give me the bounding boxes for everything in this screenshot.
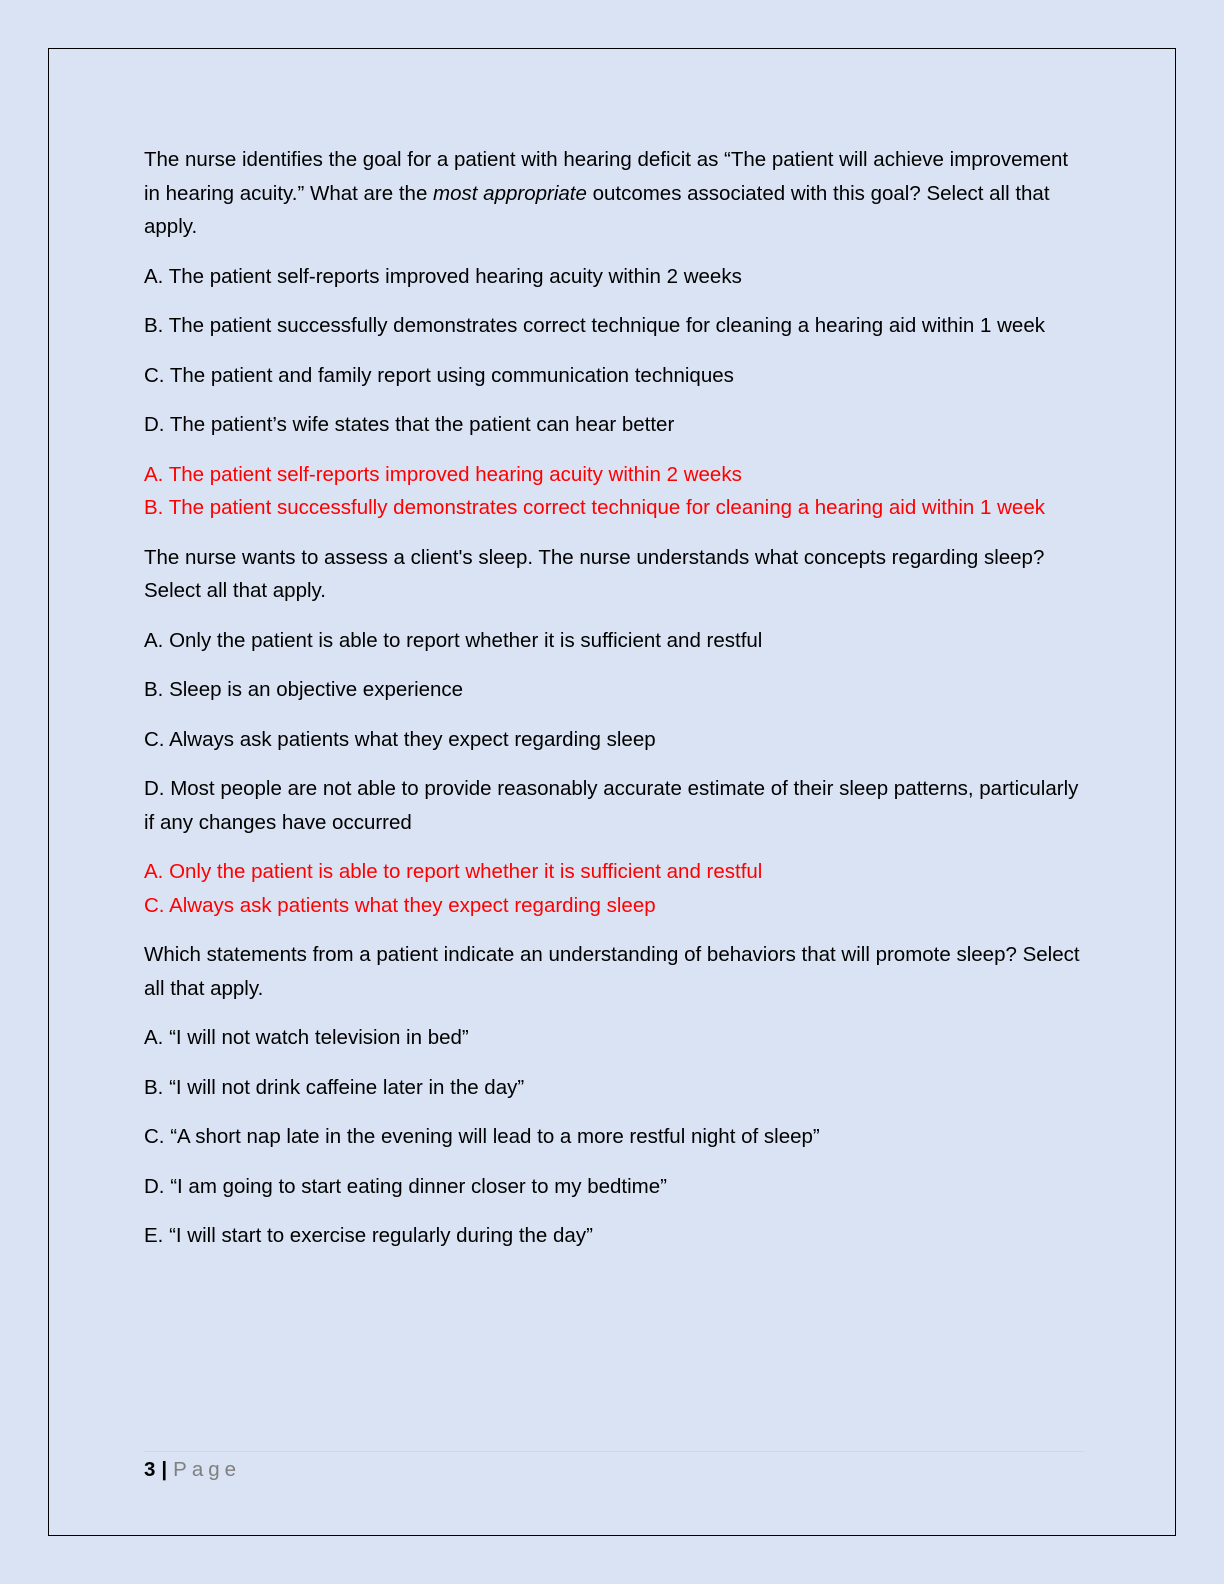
- question-1-stem-text: The nurse identifies the goal for a patient with hearing deficit as “The patient will achieve improvement in hearing acuity.” What are the: [144, 148, 1069, 205]
- question-2-option-c: C. Always ask patients what they expect regarding sleep: [144, 727, 656, 751]
- question-2-option-b: B. Sleep is an objective experience: [144, 678, 464, 701]
- question-3-stem: Which statements from a patient indicate an understanding of behaviors that will promote sleep? Select all that apply.: [144, 943, 1080, 1000]
- question-1-stem-text-end: outcomes associated with this goal? Select all that apply.: [144, 181, 1050, 238]
- question-1-option-c: C. The patient and family report using communication techniques: [144, 363, 734, 387]
- page-label: Page: [173, 1458, 242, 1481]
- question-1-stem-emphasis: most appropriate: [433, 181, 587, 205]
- question-2-option-a: A. Only the patient is able to report whether it is sufficient and restful: [144, 628, 763, 652]
- question-1-answer-a: A. The patient self-reports improved hearing acuity within 2 weeks: [144, 462, 742, 486]
- question-3-option-b: B. “I will not drink caffeine later in the day”: [144, 1075, 525, 1099]
- question-3-option-d: D. “I am going to start eating dinner closer to my bedtime”: [144, 1174, 667, 1198]
- page-footer: [144, 1455, 241, 1485]
- question-2-option-d: D. Most people are not able to provide reasonably accurate estimate of their sleep patterns, particularly if any changes have occurred: [144, 777, 1079, 834]
- question-3-option-e: E. “I will start to exercise regularly during the day”: [144, 1224, 593, 1247]
- question-1-option-a: A. The patient self-reports improved hearing acuity within 2 weeks: [144, 264, 742, 288]
- question-1-option-d: D. The patient’s wife states that the patient can hear better: [144, 413, 675, 436]
- document-body: [144, 143, 1080, 1269]
- question-3-option-a: A. “I will not watch television in bed”: [144, 1026, 469, 1049]
- footer-divider: [144, 1451, 1084, 1452]
- page-number: 3: [144, 1458, 156, 1481]
- question-3-option-c: C. “A short nap late in the evening will lead to a more restful night of sleep”: [144, 1125, 820, 1148]
- footer-separator: |: [161, 1458, 168, 1481]
- question-2-answer-a: A. Only the patient is able to report whether it is sufficient and restful: [144, 860, 763, 883]
- question-1-answer-b: B. The patient successfully demonstrates correct technique for cleaning a hearing aid within 1 week: [144, 496, 1045, 519]
- question-2-answer-c: C. Always ask patients what they expect regarding sleep: [144, 893, 656, 917]
- question-2-stem: The nurse wants to assess a client's sleep. The nurse understands what concepts regarding sleep? Select all that apply.: [144, 545, 1045, 602]
- question-1-stem: [144, 143, 1080, 244]
- question-1-option-b: B. The patient successfully demonstrates correct technique for cleaning a hearing aid within 1 week: [144, 314, 1045, 337]
